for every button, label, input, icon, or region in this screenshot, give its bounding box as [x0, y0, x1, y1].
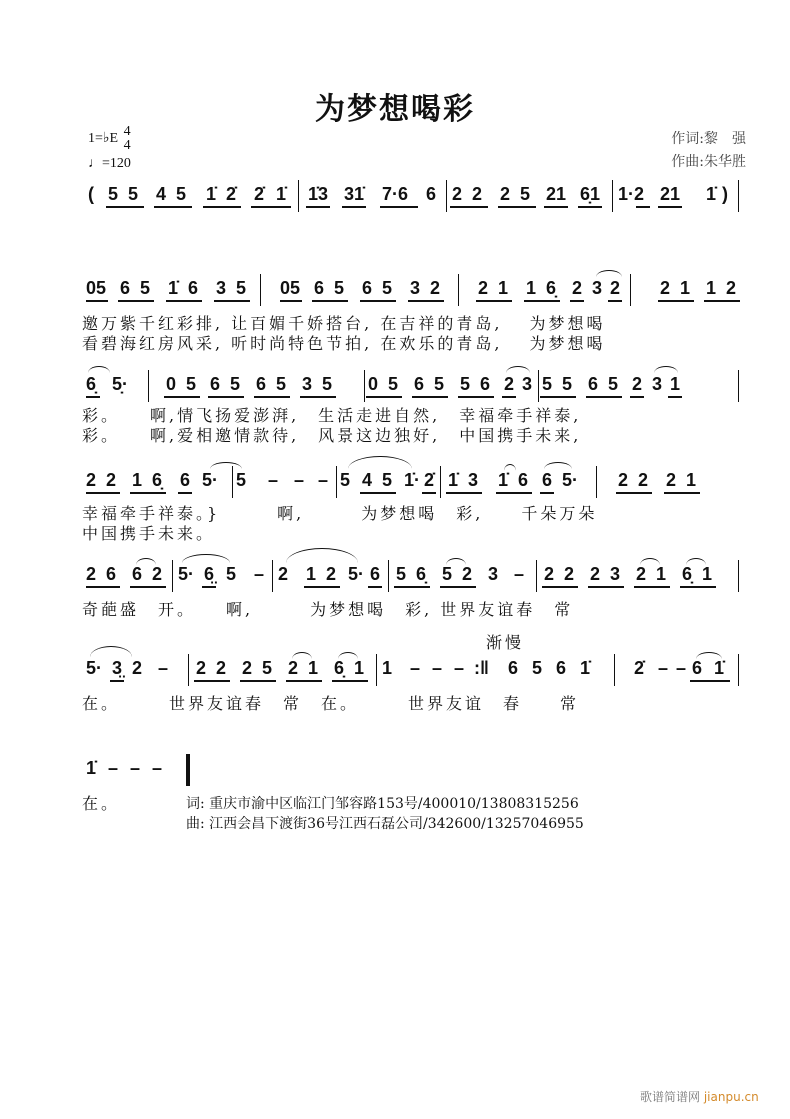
note: – [268, 470, 279, 490]
barline [148, 370, 149, 402]
note: 3̤ [112, 658, 123, 678]
note: 5 [340, 470, 351, 490]
beam [106, 206, 144, 208]
note: 5 [186, 374, 197, 394]
barline [630, 274, 631, 306]
barline [446, 180, 447, 212]
note: 2 [478, 278, 489, 298]
note: 6̣ [682, 564, 693, 584]
note: 5 [334, 278, 345, 298]
note: 5· [562, 470, 579, 490]
note: 1 [686, 470, 697, 490]
note: 2 [326, 564, 337, 584]
note: 5· [86, 658, 103, 678]
beam [306, 206, 330, 208]
note: 2 [288, 658, 299, 678]
note: 0 [368, 374, 379, 394]
note: 1̇ [168, 278, 179, 298]
beam [254, 396, 290, 398]
note: 2 [462, 564, 473, 584]
key-signature [88, 125, 131, 153]
score-line-6 [86, 654, 741, 688]
note: 6 [106, 564, 117, 584]
barline [336, 466, 337, 498]
note: 2 [472, 184, 483, 204]
beam [86, 586, 120, 588]
note: – [108, 758, 119, 778]
beam [658, 300, 694, 302]
note: 5 [322, 374, 333, 394]
slur [90, 646, 132, 657]
note: 2̇ [634, 658, 645, 678]
beam [540, 396, 576, 398]
note: 5 [388, 374, 399, 394]
note: 2 [430, 278, 441, 298]
note: 1̇ [276, 184, 287, 204]
barline [738, 180, 739, 212]
note: 2 [632, 374, 643, 394]
note: 7·6 [382, 184, 409, 204]
time-signature [124, 125, 131, 153]
note: 1·2 [618, 184, 645, 204]
watermark-en: jianpu.cn [703, 1090, 759, 1104]
beam [118, 300, 154, 302]
note: 5 [230, 374, 241, 394]
beam [86, 300, 108, 302]
note: ) [722, 184, 728, 204]
tie [544, 462, 572, 469]
note: 6 [518, 470, 529, 490]
note: 2 [216, 658, 227, 678]
note: – [254, 564, 265, 584]
beam [446, 492, 482, 494]
note: 5· [348, 564, 365, 584]
song-title: 为梦想喝彩 [315, 92, 475, 127]
note: 5 [236, 278, 247, 298]
note: 5 [140, 278, 151, 298]
barline [376, 654, 377, 686]
tempo-change-marking: 渐慢 [486, 633, 525, 652]
beam [664, 492, 700, 494]
note: 6 [414, 374, 425, 394]
beam [166, 300, 202, 302]
note: 5 [442, 564, 453, 584]
key-label: 1=♭E [88, 131, 119, 147]
beam [630, 396, 644, 398]
beam [502, 396, 516, 398]
note: 1 [498, 278, 509, 298]
tie [88, 366, 110, 373]
note: 5· [202, 470, 219, 490]
note: 3 [468, 470, 479, 490]
note: 2 [544, 564, 555, 584]
note: 2 [726, 278, 737, 298]
note: 3 [302, 374, 313, 394]
beam [214, 300, 250, 302]
note: 6̣ [334, 658, 345, 678]
beam [251, 206, 291, 208]
note: 5 [608, 374, 619, 394]
beam [194, 680, 230, 682]
note: 2 [452, 184, 463, 204]
note: 1̇3 [308, 184, 329, 204]
note: 5̣· [112, 374, 129, 394]
note: 6 [362, 278, 373, 298]
beam [412, 396, 448, 398]
beam [178, 492, 192, 494]
composer-contact: 曲: 江西会昌下渡街36号江西石磊公司/342600/13257046955 [186, 816, 584, 832]
beam [544, 206, 568, 208]
note: 6 [426, 184, 437, 204]
note: 1̇ [498, 470, 509, 490]
beam [394, 586, 430, 588]
watermark-cn: 歌谱简谱网 [640, 1090, 701, 1104]
beam [110, 680, 124, 682]
note: 2 [666, 470, 677, 490]
barline [738, 654, 739, 686]
note: 1̇ [706, 184, 717, 204]
lyrics: 奇葩盛 开。 啊, 为梦想喝 彩, 世界友谊春 常 [82, 600, 574, 619]
note: 5 [542, 374, 553, 394]
note: 2 [564, 564, 575, 584]
beam [578, 206, 602, 208]
note: 2 [590, 564, 601, 584]
note: 3 [652, 374, 663, 394]
repeat-end: :‖ [474, 658, 489, 678]
note: 5 [176, 184, 187, 204]
beam [360, 492, 396, 494]
score-line-3 [86, 370, 741, 404]
note: 2 [504, 374, 515, 394]
note: 5 [276, 374, 287, 394]
beam [634, 586, 670, 588]
beam [586, 396, 622, 398]
note: 5 [226, 564, 237, 584]
note: 1̇ [580, 658, 591, 678]
note: 2̇ [254, 184, 265, 204]
beam [366, 396, 402, 398]
note: 1 [706, 278, 717, 298]
note: – [318, 470, 329, 490]
note: 2 [132, 658, 143, 678]
note: 2 [618, 470, 629, 490]
note: 5 [382, 470, 393, 490]
note: 3 [216, 278, 227, 298]
note: 6 [256, 374, 267, 394]
note: 0 [166, 374, 177, 394]
tempo-marking: ♩=120 [88, 156, 131, 171]
beam [86, 396, 100, 398]
note: 2 [86, 564, 97, 584]
beam [408, 300, 444, 302]
beam [154, 206, 192, 208]
note: 5 [434, 374, 445, 394]
note: 1 [132, 470, 143, 490]
lyricist-contact: 词: 重庆市渝中区临江门邹容路153号/400010/13808315256 [186, 796, 579, 812]
score-line-2 [86, 274, 741, 308]
beam [524, 300, 560, 302]
note: 6 [132, 564, 143, 584]
note: 5 [520, 184, 531, 204]
note: 3 [610, 564, 621, 584]
note: 31̇ [344, 184, 365, 204]
barline [738, 370, 739, 402]
note: – [676, 658, 687, 678]
lyrics: 在。 世界友谊春 常 在。 世界友谊 春 常 [82, 694, 580, 713]
note: 3 [522, 374, 533, 394]
barline [614, 654, 615, 686]
note: 2 [610, 278, 621, 298]
note: 6̣1 [580, 184, 601, 204]
slur [182, 554, 230, 563]
note: 2 [86, 470, 97, 490]
barline [364, 370, 365, 402]
note: 2̇ [424, 470, 435, 490]
note: 1 [354, 658, 365, 678]
watermark [640, 1088, 759, 1105]
note: 5 [460, 374, 471, 394]
beam [304, 586, 340, 588]
note: 5 [128, 184, 139, 204]
note: 21 [660, 184, 681, 204]
beam [658, 206, 682, 208]
note: 1̇ [206, 184, 217, 204]
note: 6̣ [416, 564, 427, 584]
note: – [152, 758, 163, 778]
slur [286, 548, 358, 563]
note: 1 [526, 278, 537, 298]
beam [496, 492, 532, 494]
beam [312, 300, 348, 302]
beam [476, 300, 512, 302]
note: 6 [314, 278, 325, 298]
note: 2 [106, 470, 117, 490]
note: 21 [546, 184, 567, 204]
beam [498, 206, 536, 208]
note: 5 [382, 278, 393, 298]
beam [450, 206, 488, 208]
beam [300, 396, 336, 398]
barline [298, 180, 299, 212]
beam [422, 492, 436, 494]
note: 2 [242, 658, 253, 678]
note: 5· [178, 564, 195, 584]
beam [540, 492, 554, 494]
note: 5 [562, 374, 573, 394]
note: 5 [396, 564, 407, 584]
beam [570, 300, 584, 302]
note: 1 [308, 658, 319, 678]
note: 3 [592, 278, 603, 298]
beam [608, 300, 622, 302]
note: 1̇ [714, 658, 725, 678]
beam [280, 300, 302, 302]
lyrics-verse-2: 看碧海红房风采, 听时尚特色节拍, 在欢乐的青岛, 为梦想喝 [82, 334, 606, 353]
beam [342, 206, 366, 208]
barline [172, 560, 173, 592]
barline [272, 560, 273, 592]
beam [208, 396, 244, 398]
score-line-4 [86, 466, 741, 500]
note: – [130, 758, 141, 778]
note: 6 [370, 564, 381, 584]
note: 6 [692, 658, 703, 678]
beam [368, 586, 382, 588]
beam [668, 396, 682, 398]
note: 2 [500, 184, 511, 204]
lyrics-verse-2: 彩。 啊,爱相邀情款待, 风景这边独好, 中国携手未来, [82, 426, 582, 445]
beam [164, 396, 200, 398]
note: – [294, 470, 305, 490]
barline [458, 274, 459, 306]
score-line-5 [86, 560, 741, 594]
note: 6 [508, 658, 519, 678]
note: 5 [108, 184, 119, 204]
note: 6̣ [152, 470, 163, 490]
note: 6 [556, 658, 567, 678]
beam [240, 680, 276, 682]
note: 2 [660, 278, 671, 298]
note: 1 [306, 564, 317, 584]
lyrics-verse-1: 幸福牵手祥泰。} 啊, 为梦想喝 彩, 千朵万朵 [82, 504, 598, 523]
lyrics-verse-2: 中国携手未来。 [82, 524, 216, 543]
barline [440, 466, 441, 498]
beam [130, 586, 166, 588]
note: – [454, 658, 465, 678]
note: 2 [638, 470, 649, 490]
note: 6 [188, 278, 199, 298]
note: 6 [120, 278, 131, 298]
beam [380, 206, 418, 208]
note: 6̣ [546, 278, 557, 298]
note: 6 [480, 374, 491, 394]
note: 1̇ [448, 470, 459, 490]
composer-credit: 作曲:朱华胜 [671, 154, 746, 170]
note: 3 [410, 278, 421, 298]
note: 5 [236, 470, 247, 490]
final-barline [186, 754, 190, 786]
note: 6 [542, 470, 553, 490]
beam [458, 396, 494, 398]
note: 6 [180, 470, 191, 490]
tie [506, 366, 530, 373]
beam [440, 586, 476, 588]
note: 6 [588, 374, 599, 394]
note: 2 [636, 564, 647, 584]
beam [680, 586, 716, 588]
note: 6̣ [86, 374, 97, 394]
barline [596, 466, 597, 498]
note: 1 [656, 564, 667, 584]
beam [542, 586, 578, 588]
note: 6 [210, 374, 221, 394]
note: – [158, 658, 169, 678]
note: 3 [488, 564, 499, 584]
note: 2 [572, 278, 583, 298]
note: 05 [86, 278, 107, 298]
note: 2 [278, 564, 289, 584]
tie [596, 270, 622, 277]
note: 5 [532, 658, 543, 678]
beam [203, 206, 241, 208]
beam [616, 492, 652, 494]
barline [232, 466, 233, 498]
note: – [410, 658, 421, 678]
note: 1 [680, 278, 691, 298]
time-bottom: 4 [123, 138, 131, 153]
time-top: 4 [123, 124, 131, 139]
note: ( [88, 184, 94, 204]
beam [704, 300, 740, 302]
note: 4 [362, 470, 373, 490]
beam [286, 680, 322, 682]
barline [388, 560, 389, 592]
lyrics-verse-1: 彩。 啊,情飞扬爱澎湃, 生活走进自然, 幸福牵手祥泰, [82, 406, 582, 425]
note: 1 [382, 658, 393, 678]
score-line-1 [86, 180, 741, 214]
barline [260, 274, 261, 306]
tie [210, 462, 242, 469]
beam [588, 586, 624, 588]
note: 1̇ [86, 758, 97, 778]
beam [202, 586, 216, 588]
barline [612, 180, 613, 212]
credits [671, 128, 746, 174]
note: 2 [152, 564, 163, 584]
score-line-7 [86, 754, 741, 788]
beam [130, 492, 166, 494]
beam [86, 492, 120, 494]
barline [188, 654, 189, 686]
note: 4 [156, 184, 167, 204]
barline [536, 560, 537, 592]
lyrics: 在。 [82, 794, 121, 813]
note: 2̇ [226, 184, 237, 204]
beam [360, 300, 396, 302]
beam [636, 206, 650, 208]
slur [348, 456, 412, 469]
note: 6̤ [204, 564, 215, 584]
note: 2 [196, 658, 207, 678]
note: 1 [670, 374, 681, 394]
beam [690, 680, 730, 682]
note: – [514, 564, 525, 584]
note: 05 [280, 278, 301, 298]
barline [738, 560, 739, 592]
note: 1 [702, 564, 713, 584]
lyricist-credit: 作词:黎 强 [671, 131, 746, 147]
lyrics-verse-1: 邀万紫千红彩排, 让百媚千娇搭台, 在吉祥的青岛, 为梦想喝 [82, 314, 606, 333]
barline [538, 370, 539, 402]
note: 5 [262, 658, 273, 678]
note: – [432, 658, 443, 678]
beam [332, 680, 368, 682]
tie [654, 366, 678, 373]
note: 1̇· [404, 470, 421, 490]
note: – [658, 658, 669, 678]
